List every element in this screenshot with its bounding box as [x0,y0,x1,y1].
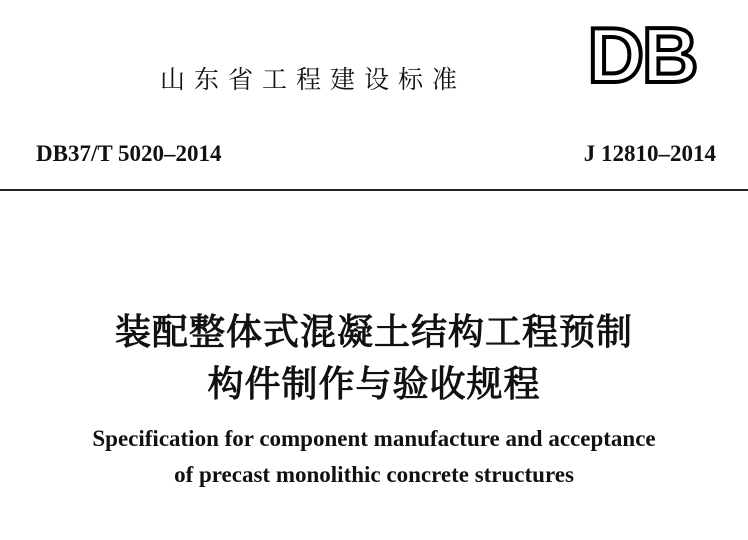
db-standard-logo [567,18,717,90]
record-number: J 12810–2014 [583,141,716,166]
chinese-title-line-2: 构件制作与验收规程 [207,364,541,405]
english-title-line-1: Specification for component manufacture and acceptance [92,426,656,451]
header-divider [0,189,748,191]
standard-number: DB37/T 5020–2014 [36,141,222,166]
db-logo-lettering: DB [587,18,697,90]
chinese-title-line-1: 装配整体式混凝土结构工程预制 [114,312,633,353]
issuing-authority: 山东省工程建设标准 [160,65,467,94]
english-title-line-2: of precast monolithic concrete structures [174,462,574,487]
